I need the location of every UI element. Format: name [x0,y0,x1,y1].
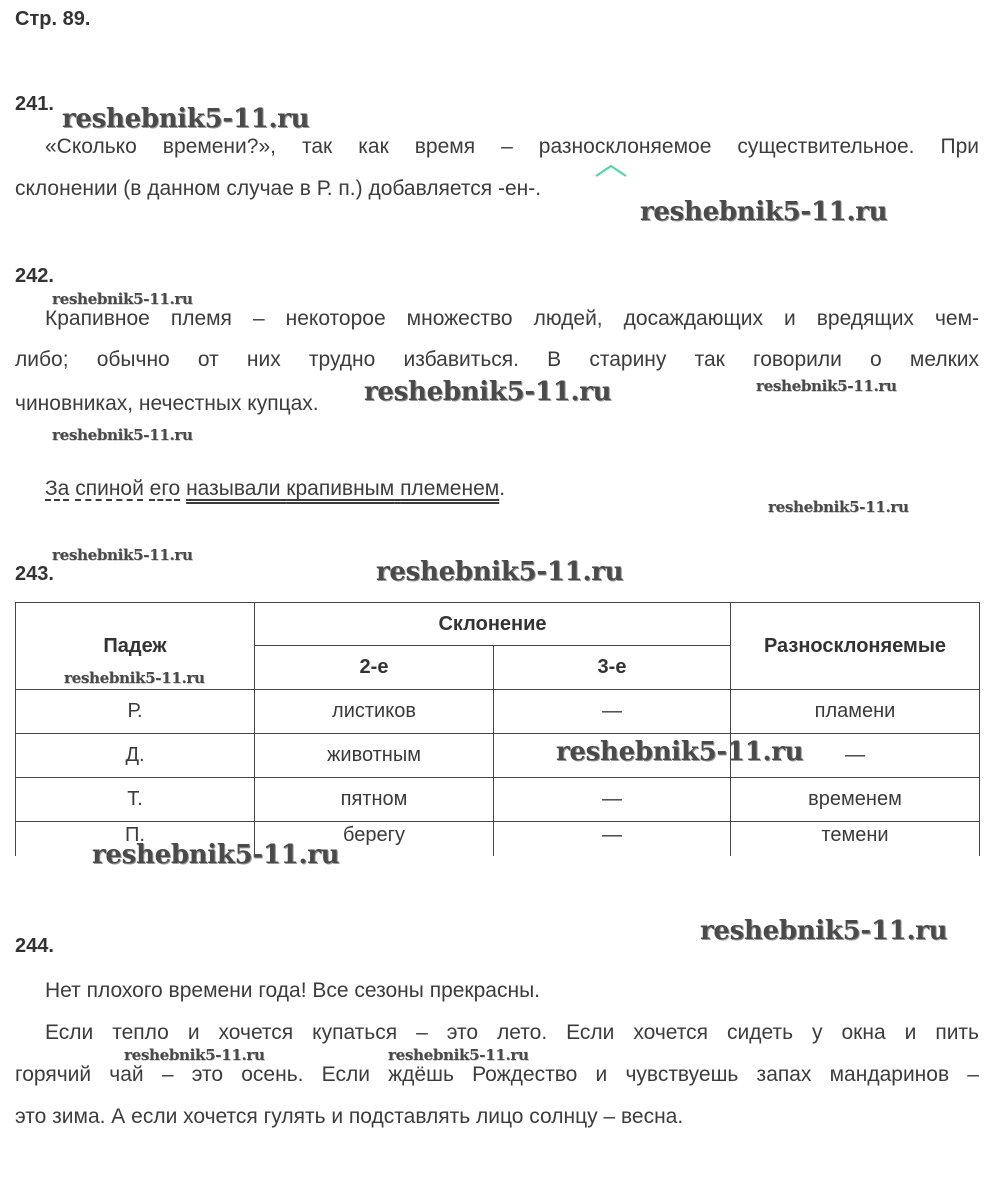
exercise-242-number: 242. [15,265,54,287]
cell-hetero: временем [731,778,980,822]
parsed-sentence [45,477,505,501]
sentence-word-4: называли [186,477,281,500]
suffix-en: ен [504,177,529,200]
watermark: reshebnik5-11.ru [92,840,340,870]
line-2-end: -. [528,177,542,200]
header-declension: Склонение [255,603,731,646]
watermark: reshebnik5-11.ru [756,377,897,395]
watermark: reshebnik5-11.ru [62,104,310,134]
declension-table [15,602,980,856]
exercise-241-number: 241. [15,93,54,115]
exercise-244-line-1: Нет плохого времени года! Все сезоны прекрасны. [45,979,541,1002]
watermark: reshebnik5-11.ru [640,197,888,227]
line-2-start: склонении (в данном случае в Р. п.) добавляется - [15,177,505,200]
cell-second: пятном [255,778,494,822]
watermark: reshebnik5-11.ru [700,916,948,946]
watermark: reshebnik5-11.ru [52,546,193,564]
header-case: Падеж [16,603,255,690]
exercise-242-line-3: чиновниках, нечестных купцах. [15,392,319,415]
watermark: reshebnik5-11.ru [768,498,909,516]
cell-hetero: — [731,734,980,778]
cell-second: берегу [255,822,494,856]
sentence-word-6: племенем [400,477,500,500]
table-row [16,690,980,734]
exercise-244-number: 244. [15,935,54,957]
cell-case: Т. [16,778,255,822]
watermark: reshebnik5-11.ru [388,1046,529,1064]
sentence-word-3: его [149,477,181,500]
exercise-243-number: 243. [15,563,54,585]
cell-third: — [494,778,731,822]
header-second-declension: 2-е [255,646,494,690]
exercise-242-line-2: либо; обычно от них трудно избавиться. В старину так говорили о мелких [15,348,979,371]
cell-second: животным [255,734,494,778]
cell-second: листиков [255,690,494,734]
exercise-244-line-3: горячий чай – это осень. Если ждёшь Рождество и чувствуешь запах мандаринов – [15,1063,979,1086]
table-row [16,734,980,778]
table-row [16,778,980,822]
sentence-word-5: крапивным [286,477,395,500]
header-heteroclitic: Разносклоняемые [731,603,980,690]
sentence-end: . [499,477,506,500]
cell-hetero: темени [731,822,980,856]
watermark: reshebnik5-11.ru [64,669,205,687]
cell-case: Д. [16,734,255,778]
cell-third: — [494,822,731,856]
watermark: reshebnik5-11.ru [556,737,804,767]
watermark: reshebnik5-11.ru [376,557,624,587]
suffix-mark-icon [594,164,628,178]
watermark: reshebnik5-11.ru [124,1046,265,1064]
cell-hetero: пламени [731,690,980,734]
exercise-242-line-1: Крапивное племя – некоторое множество людей, досаждающих и вредящих чем- [45,307,979,330]
sentence-predicate [186,477,499,500]
watermark: reshebnik5-11.ru [364,377,612,407]
exercise-241-line-2 [15,177,541,201]
page-number: Стр. 89. [15,8,91,30]
exercise-244-line-2: Если тепло и хочется купаться – это лето. Если хочется сидеть у окна и пить [45,1021,979,1044]
cell-case: П. [16,822,255,856]
watermark: reshebnik5-11.ru [52,426,193,444]
sentence-word-2: спиной [75,477,144,500]
exercise-244-line-4: это зима. А если хочется гулять и подставлять лицо солнцу – весна. [15,1105,684,1128]
exercise-241-line-1: «Сколько времени?», так как время – разносклоняемое существительное. При [45,135,979,158]
cell-case: Р. [16,690,255,734]
watermark: reshebnik5-11.ru [52,290,193,308]
header-third-declension: 3-е [494,646,731,690]
sentence-word-1: За [45,477,70,500]
cell-third: — [494,690,731,734]
